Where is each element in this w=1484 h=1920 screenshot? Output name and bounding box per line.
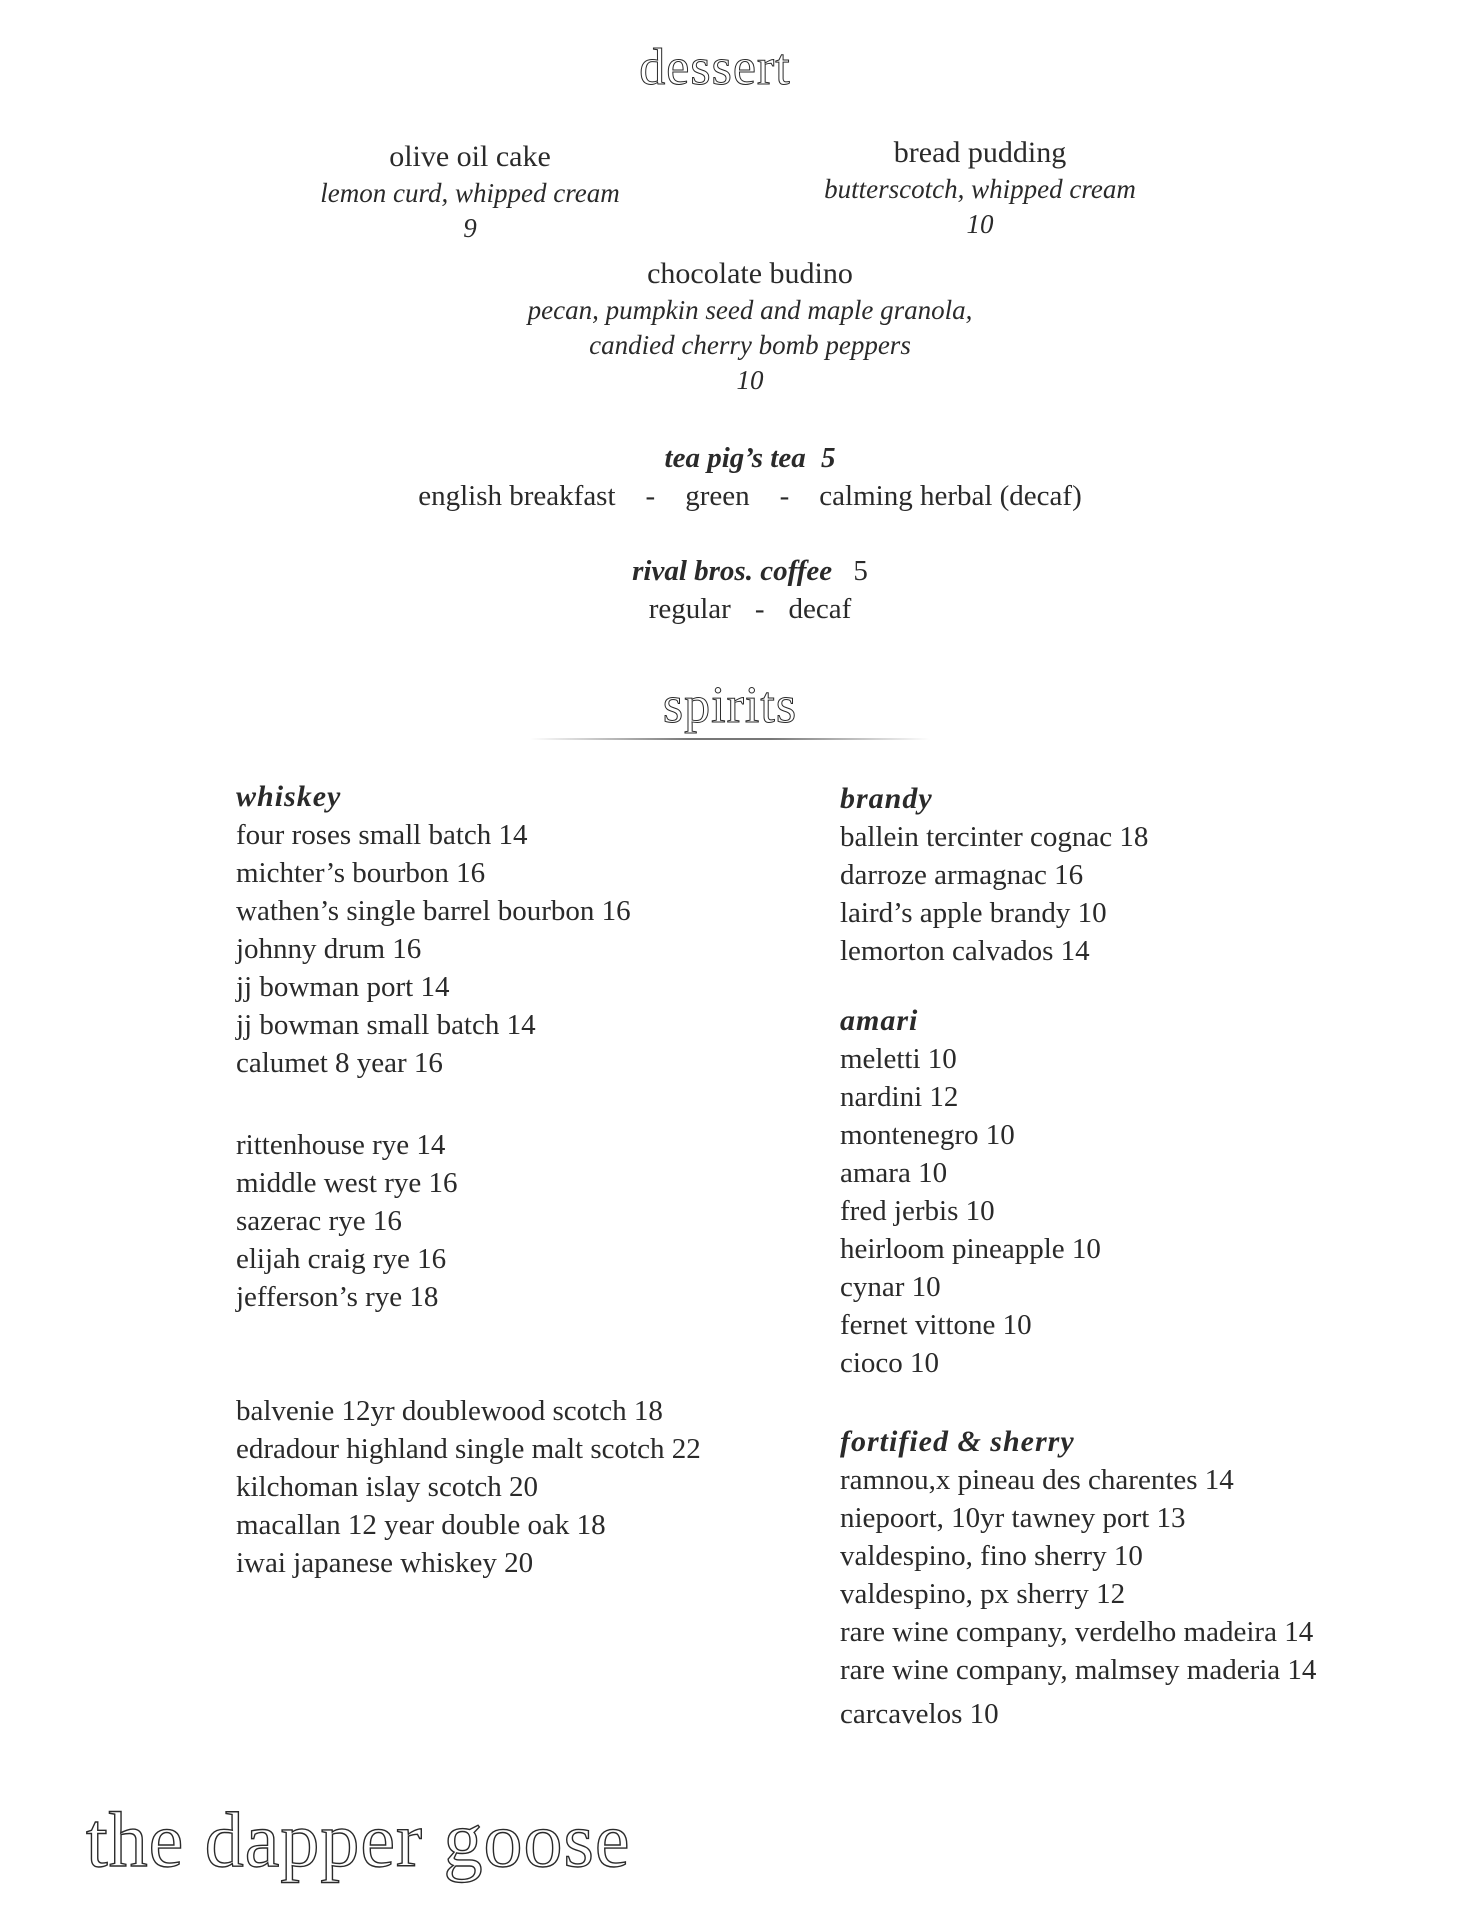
menu-item: jj bowman port 14 [236,971,450,1003]
dish-desc: candied cherry bomb peppers [589,330,911,360]
menu-item: edradour highland single malt scotch 22 [236,1433,701,1465]
whiskey-group-scotch [236,1392,701,1582]
coffee-options [450,593,1050,626]
tea-option: green [685,480,750,512]
menu-item: carcavelos 10 [840,1698,999,1730]
spirits-divider [530,738,930,740]
dish-price: 10 [736,365,764,395]
dish-desc: lemon curd, whipped cream [320,178,620,208]
dessert-heading: dessert [639,39,791,96]
menu-item: valdespino, fino sherry 10 [840,1540,1143,1572]
coffee-price: 5 [853,555,868,587]
menu-item: macallan 12 year double oak 18 [236,1509,606,1541]
menu-item: wathen’s single barrel bourbon 16 [236,895,631,927]
menu-item: calumet 8 year 16 [236,1047,443,1079]
menu-item: balvenie 12yr doublewood scotch 18 [236,1395,663,1427]
dish-price: 10 [966,209,994,239]
tea-label: tea pig’s tea [664,442,806,474]
menu-item: rare wine company, verdelho madeira 14 [840,1616,1314,1648]
menu-item: ramnou,x pineau des charentes 14 [840,1464,1234,1496]
whiskey-group-bourbon [236,816,701,1082]
tea-options [300,480,1200,513]
tea-price: 5 [820,442,836,474]
menu-item: michter’s bourbon 16 [236,857,486,889]
menu-item: ballein tercinter cognac 18 [840,821,1149,853]
coffee-option: decaf [788,593,852,625]
menu-item: four roses small batch 14 [236,819,528,851]
dish-name: olive oil cake [389,140,551,173]
menu-item: rittenhouse rye 14 [236,1129,446,1161]
menu-item: nardini 12 [840,1081,959,1113]
category-heading: amari [840,1004,919,1037]
menu-item: elijah craig rye 16 [236,1243,447,1275]
category-heading: whiskey [236,780,342,813]
menu-item: montenegro 10 [840,1119,1015,1151]
separator: - [645,480,656,512]
tea-header [450,442,1050,475]
menu-item: kilchoman islay scotch 20 [236,1471,539,1503]
whiskey-group-rye [236,1126,701,1316]
menu-item: heirloom pineapple 10 [840,1233,1101,1265]
spirits-heading: spirits [662,677,798,734]
menu-item: darroze armagnac 16 [840,859,1084,891]
menu-item: amara 10 [840,1157,948,1189]
menu-item: rare wine company, malmsey maderia 14 [840,1654,1317,1686]
category-heading: fortified & sherry [840,1425,1075,1458]
menu-item: cioco 10 [840,1347,940,1379]
dessert-item-bread-pudding [780,136,1180,240]
brandy-section [840,782,1148,970]
menu-item: jj bowman small batch 14 [236,1009,536,1041]
separator: - [754,593,765,625]
menu-item: iwai japanese whiskey 20 [236,1547,534,1579]
coffee-header [450,555,1050,588]
tea-option: english breakfast [418,480,616,512]
menu-item: cynar 10 [840,1271,941,1303]
menu-item: niepoort, 10yr tawney port 13 [840,1502,1186,1534]
fortified-section [840,1425,1316,1733]
menu-item: jefferson’s rye 18 [236,1281,439,1313]
tea-option: calming herbal (decaf) [819,480,1082,512]
amari-section [840,1004,1101,1382]
category-heading: brandy [840,782,933,815]
menu-item: laird’s apple brandy 10 [840,897,1107,929]
dessert-item-olive-oil-cake [270,140,670,244]
brand-logo: the dapper goose [86,1796,631,1883]
menu-item: meletti 10 [840,1043,957,1075]
coffee-label: rival bros. coffee [632,555,833,587]
dish-desc: butterscotch, whipped cream [824,174,1136,204]
menu-item: johnny drum 16 [236,933,422,965]
separator: - [779,480,790,512]
dish-desc: pecan, pumpkin seed and maple granola, [527,295,973,325]
whiskey-section [236,780,701,1582]
menu-item: valdespino, px sherry 12 [840,1578,1126,1610]
menu-item: lemorton calvados 14 [840,935,1090,967]
menu-item: fernet vittone 10 [840,1309,1032,1341]
dish-name: chocolate budino [647,257,853,290]
menu-item: sazerac rye 16 [236,1205,402,1237]
dessert-item-chocolate-budino [450,257,1050,396]
menu-item: fred jerbis 10 [840,1195,995,1227]
coffee-option: regular [648,593,731,625]
menu-item: middle west rye 16 [236,1167,458,1199]
dish-name: bread pudding [893,136,1067,169]
dish-price: 9 [463,213,477,243]
